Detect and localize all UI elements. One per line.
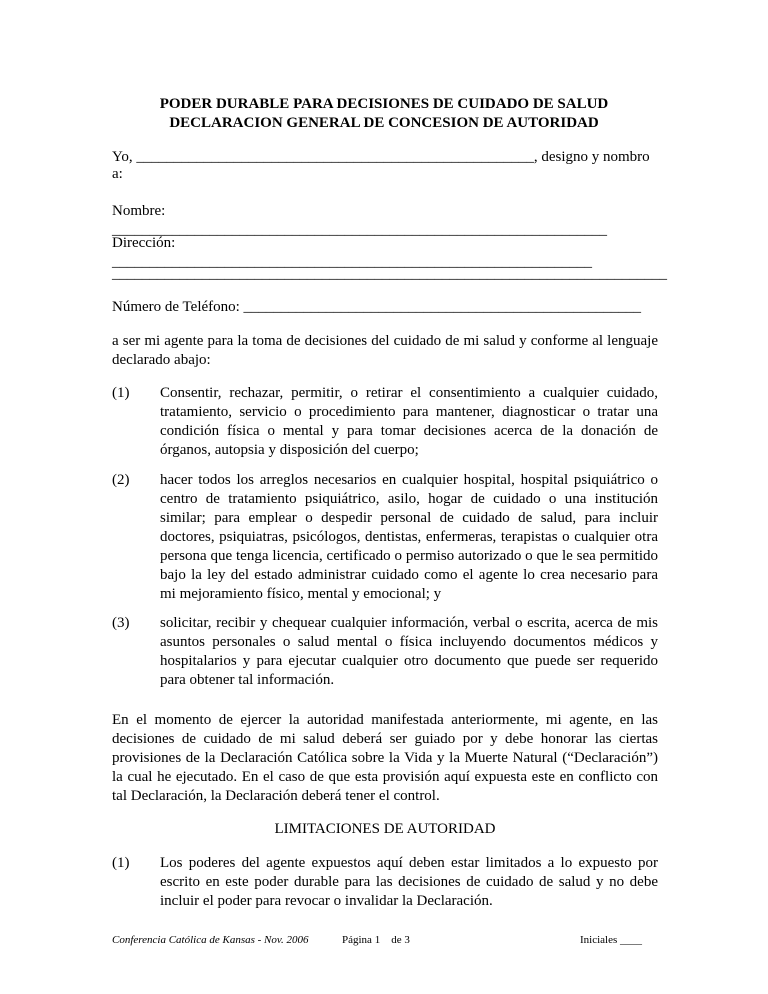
- power-item-text: solicitar, recibir y chequear cualquier información, verbal o escrita, acerca de mis asuntos personales o salud mental o física incluyendo documentos médicos y hospitalarios y para ejecutar cualquier otro documento que puede ser requerido para obtener tal información.: [160, 615, 658, 688]
- address-field: Dirección: ________________________________________________________________: [112, 235, 592, 270]
- document-title-line2: DECLARACION GENERAL DE CONCESION DE AUTORIDAD: [169, 115, 599, 131]
- limitations-heading: LIMITACIONES DE AUTORIDAD: [274, 821, 496, 837]
- power-number: (2): [112, 472, 130, 488]
- footer-page-number: Página 1 de 3: [342, 934, 410, 946]
- intro-paragraph: a ser mi agente para la toma de decisiones del cuidado de mi salud y conforme al lenguaje declarado abajo:: [112, 333, 658, 368]
- designation-continuation: a:: [112, 166, 123, 182]
- footer-initials: Iniciales ____: [580, 934, 643, 946]
- designation-line: Yo, _____________________________________________________, designo y nombro: [112, 149, 650, 165]
- power-number: (1): [112, 385, 130, 401]
- footer-organization: Conferencia Católica de Kansas - Nov. 2006: [112, 934, 309, 946]
- limitation-item-text: Los poderes del agente expuestos aquí deben estar limitados a lo expuesto por escrito en este poder durable para las decisiones de cuidado de salud y no debe incluir el poder para revocar o invalidar la Declaración.: [160, 855, 658, 909]
- power-item-text: Consentir, rechazar, permitir, o retirar el consentimiento a cualquier cuidado, tratamiento, servicio o procedimiento para mantener, diagnosticar o tratar una condición física o mental y para tomar decisiones acerca de la donación de órganos, autopsia y disposición del cuerpo;: [160, 385, 658, 458]
- authority-paragraph: En el momento de ejercer la autoridad manifestada anteriormente, mi agente, en las decisiones de cuidado de mi salud deberá ser guiado por y debe honorar las ciertas provisiones de la Declaración Católica sobre la Vida y la Muerte Natural (“Declaración”) la cual he ejecutado. En el caso de que esta provisión aquí expuesta este en conflicto con tal Declaración, la Declaración deberá tener el control.: [112, 712, 658, 804]
- address-line-2: __________________________________________________________________________: [112, 266, 667, 282]
- power-number: (3): [112, 615, 130, 631]
- power-item-text: hacer todos los arreglos necesarios en cualquier hospital, hospital psiquiátrico o centro de tratamiento psiquiátrico, asilo, hogar de cuidado o una institución similar; para emplear o despedir personal de cuidado de salud, para incluir doctores, psiquiatras, psicólogos, dentistas, enfermeras, terapistas o cualquier otra persona que tenga licencia, certificado o permiso autorizado o que le sea permitido bajo la ley del estado administrar cuidado como el agente lo crea necesario para mi mejoramiento físico, mental y emocional; y: [160, 472, 658, 602]
- document-title-line1: PODER DURABLE PARA DECISIONES DE CUIDADO DE SALUD: [159, 96, 609, 112]
- limitation-number: (1): [112, 855, 130, 871]
- name-field: Nombre: __________________________________________________________________: [112, 203, 607, 238]
- phone-field: Número de Teléfono: _____________________________________________________: [112, 299, 642, 315]
